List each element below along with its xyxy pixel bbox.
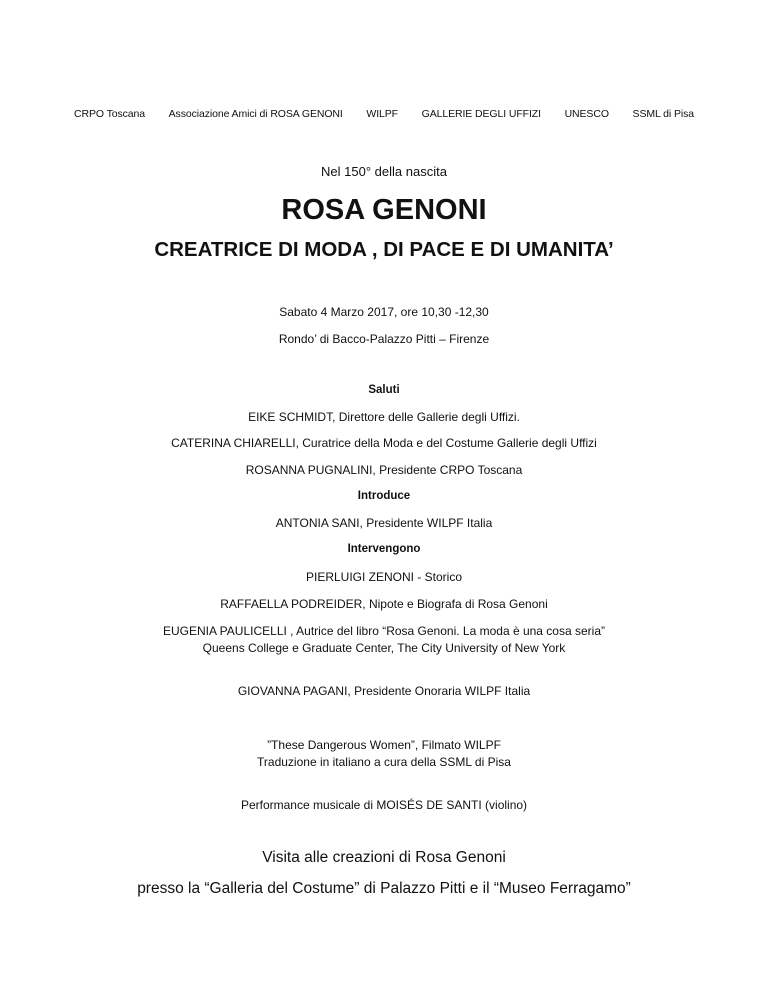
organizer-ssml: SSML di Pisa [632, 108, 694, 120]
greeting-speaker: EIKE SCHMIDT, Direttore delle Gallerie degli Uffizi. [248, 410, 520, 424]
occasion-text: Nel 150° della nascita [321, 164, 447, 179]
interventions-heading: Intervengono [347, 543, 421, 555]
organizer-unesco: UNESCO [564, 108, 609, 120]
intervention-speaker: EUGENIA PAULICELLI , Autrice del libro “Rosa Genoni. La moda è una cosa seria” [163, 624, 605, 638]
page-title: ROSA GENONI [281, 194, 487, 226]
intervention-speaker: RAFFAELLA PODREIDER, Nipote e Biografa di Rosa Genoni [220, 597, 548, 611]
visit-line-2: presso la “Galleria del Costume” di Palazzo Pitti e il “Museo Ferragamo” [137, 880, 631, 897]
event-venue: Rondo’ di Bacco-Palazzo Pitti – Firenze [278, 332, 490, 346]
greeting-speaker: ROSANNA PUGNALINI, Presidente CRPO Toscana [245, 463, 523, 477]
event-date-time: Sabato 4 Marzo 2017, ore 10,30 -12,30 [279, 305, 489, 319]
film-translation: Traduzione in italiano a cura della SSML di Pisa [257, 755, 511, 769]
musical-performance: Performance musicale di MOISÉS DE SANTI (violino) [240, 798, 528, 812]
organizers-bar [74, 108, 694, 120]
tagline: CREATRICE DI MODA , DI PACE E DI UMANITA’ [154, 238, 614, 261]
greeting-speaker: CATERINA CHIARELLI, Curatrice della Moda e del Costume Gallerie degli Uffizi [171, 436, 597, 450]
introduction-heading: Introduce [357, 490, 411, 502]
organizer-crpo: CRPO Toscana [74, 108, 145, 120]
organizer-amici-rosa-genoni: Associazione Amici di ROSA GENONI [168, 108, 343, 120]
introduction-speaker: ANTONIA SANI, Presidente WILPF Italia [275, 516, 493, 530]
greetings-heading: Saluti [368, 384, 400, 396]
intervention-affiliation: Queens College e Graduate Center, The City University of New York [202, 641, 566, 655]
intervention-speaker: PIERLUIGI ZENONI - Storico [305, 570, 463, 584]
intervention-speaker: GIOVANNA PAGANI, Presidente Onoraria WILPF Italia [237, 684, 531, 698]
organizer-wilpf: WILPF [366, 108, 398, 120]
organizer-uffizi: GALLERIE DEGLI UFFIZI [421, 108, 541, 120]
visit-line-1: Visita alle creazioni di Rosa Genoni [262, 849, 506, 866]
film-title: ”These Dangerous Women”, Filmato WILPF [267, 738, 501, 752]
